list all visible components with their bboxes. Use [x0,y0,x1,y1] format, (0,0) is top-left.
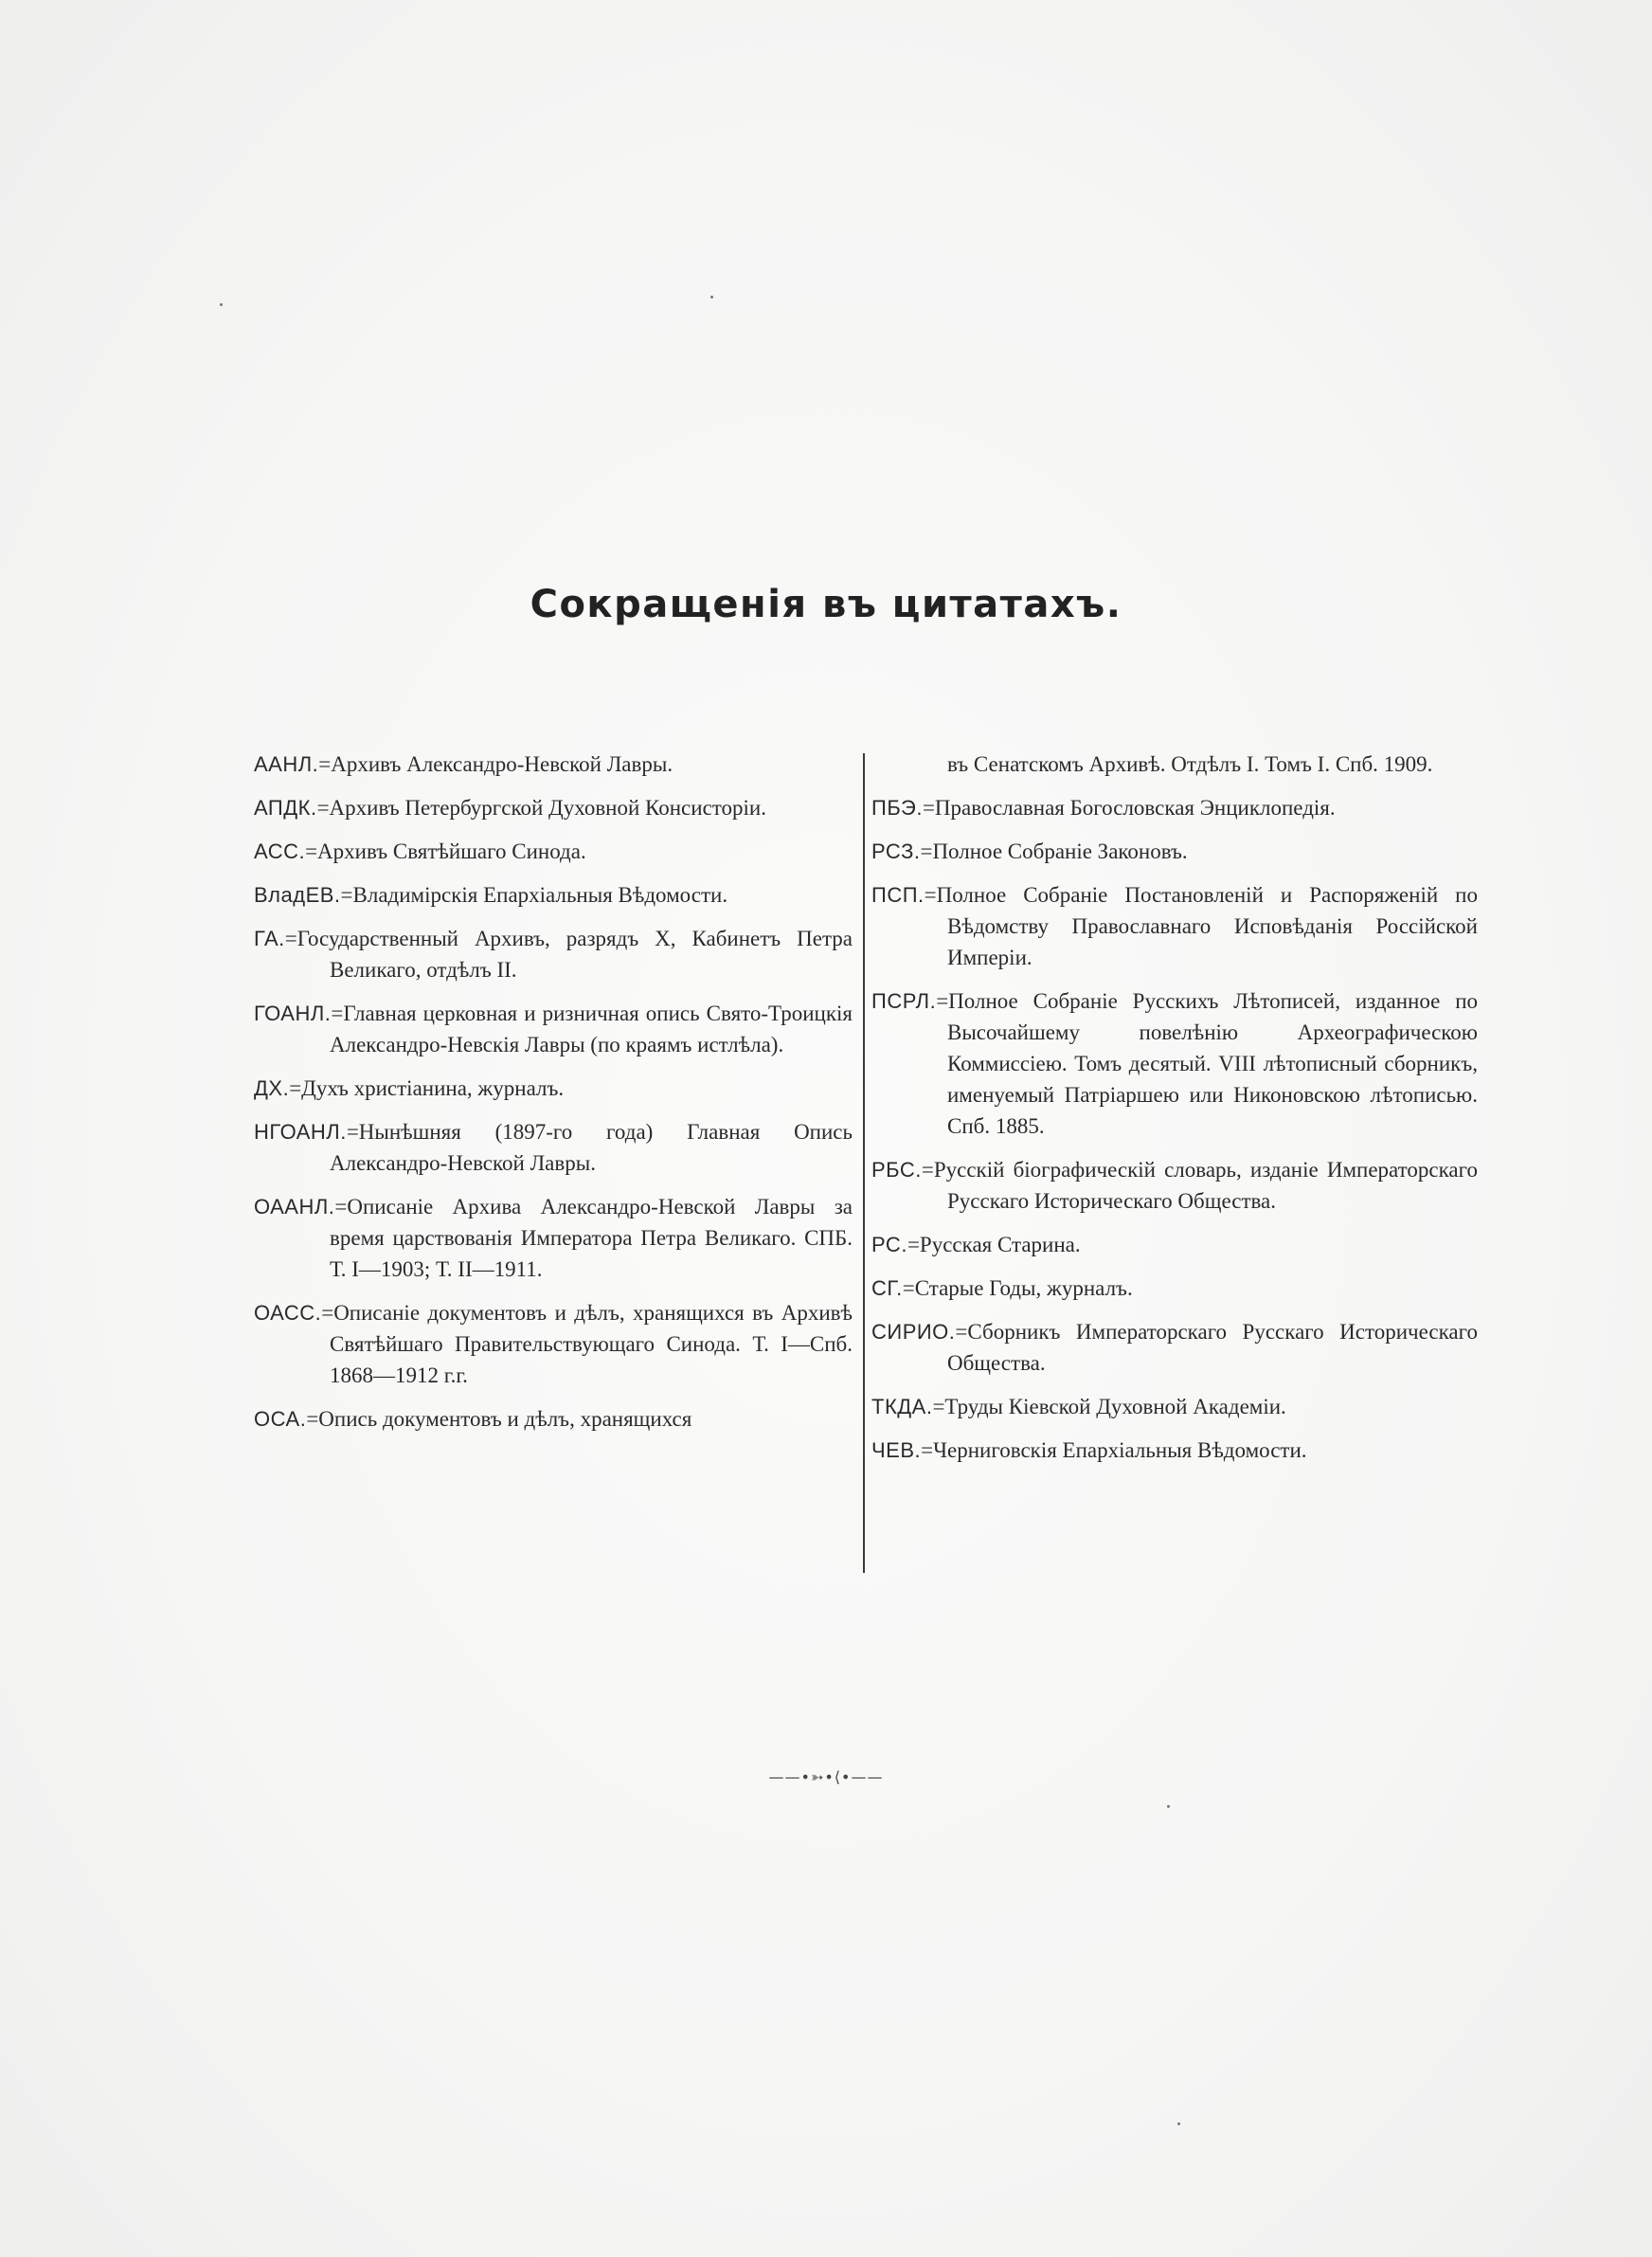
left-column [254,749,853,1447]
definition: =Духъ христіанина, журналъ. [289,1076,565,1100]
definition: =Полное Собраніе Постановленій и Распоряженій по Вѣдомству Православнаго Исповѣданія Россійской Имперіи. [924,883,1478,969]
abbreviation: ГА. [254,927,285,950]
list-item [871,1273,1478,1304]
definition: =Полное Собраніе Русскихъ Лѣтописей, изданное по Высочайшему повелѣнію Археографическою Коммиссіею. Томъ десятый. VIII лѣтописный сборникъ, именуемый Патріаршею или Никоновскою лѣтописью. Спб. 1885. [936,989,1478,1138]
abbreviation: ПБЭ. [871,796,923,820]
list-item [871,792,1478,823]
list-item [254,879,853,911]
list-item [871,985,1478,1142]
definition: =Труды Кіевской Духовной Академіи. [932,1395,1286,1418]
abbreviation: СИРИО. [871,1320,956,1344]
paper-speck [1167,1805,1170,1808]
definition: =Нынѣшняя (1897-го года) Главная Опись Александро-Невской Лавры. [330,1120,853,1175]
abbreviation: АСС. [254,840,306,863]
abbreviation: ПСРЛ. [871,989,937,1013]
list-item [254,1116,853,1179]
abbreviation: ААНЛ. [254,752,319,776]
definition: =Государственный Архивъ, разрядъ X, Кабинетъ Петра Великаго, отдѣлъ II. [284,927,853,982]
definition: =Описаніе документовъ и дѣлъ, хранящихся въ Архивѣ Святѣйшаго Правительствующаго Синода. Т. I—Спб. 1868—1912 г.г. [321,1301,853,1387]
paper-speck [710,296,713,298]
abbreviation: ТКДА. [871,1395,933,1418]
list-item-continuation: въ Сенатскомъ Архивѣ. Отдѣлъ I. Томъ I. Спб. 1909. [947,752,1433,776]
abbreviation: РБС. [871,1158,922,1182]
definition: =Сборникъ Императорскаго Русскаго Историческаго Общества. [947,1320,1478,1375]
abbreviation: ДХ. [254,1076,290,1100]
page-title: Сокращенія въ цитатахъ. [530,583,1122,626]
list-item [254,1403,853,1435]
list-item [254,792,853,823]
ornament-divider: ——•➳•⟨•—— [768,1768,884,1786]
abbreviation: НГОАНЛ. [254,1120,347,1144]
definition: =Описаніе Архива Александро-Невской Лавры за время царствованія Императора Петра Великаго. СПБ. Т. I—1903; Т. II—1911. [330,1195,853,1281]
definition: =Владимірскія Епархіальныя Вѣдомости. [340,883,728,907]
paper-speck [1177,2122,1180,2125]
definition: =Русская Старина. [907,1233,1081,1256]
list-item [871,1316,1478,1379]
definition: =Архивъ Святѣйшаго Синода. [305,840,586,863]
abbreviation: ЧЕВ. [871,1438,922,1462]
list-item [254,1191,853,1285]
definition: =Русскій біографическій словарь, изданіе Императорскаго Русскаго Историческаго Общества. [921,1158,1478,1213]
abbreviation: ОСА. [254,1407,307,1431]
definition: =Архивъ Александро-Невской Лавры. [318,752,673,776]
paper-speck [220,303,223,306]
abbreviation: ВладЕВ. [254,883,341,907]
abbreviation: ГОАНЛ. [254,1002,332,1025]
list-item [871,1229,1478,1260]
list-item [871,1391,1478,1422]
right-column [871,749,1478,1478]
list-item [871,836,1478,867]
list-item [254,998,853,1060]
definition: =Православная Богословская Энциклопедія. [922,796,1336,820]
list-item [871,879,1478,973]
definition: =Главная церковная и ризничная опись Свято-Троицкія Александро-Невскія Лавры (по краямъ истлѣла). [330,1002,853,1056]
abbreviation: РСЗ. [871,840,921,863]
list-item [871,1435,1478,1466]
abbreviation: ОАСС. [254,1301,322,1325]
definition: =Старые Годы, журналъ. [902,1276,1133,1300]
abbreviation: ОААНЛ. [254,1195,335,1219]
list-item [254,749,853,780]
column-divider [863,753,865,1573]
definition: =Черниговскія Епархіальныя Вѣдомости. [921,1438,1307,1462]
list-item [254,1297,853,1391]
abbreviation: СГ. [871,1276,903,1300]
abbreviation: РС. [871,1233,907,1256]
abbreviation: АПДК. [254,796,317,820]
definition: =Опись документовъ и дѣлъ, хранящихся [306,1407,692,1431]
list-item [254,923,853,985]
list-item [254,1073,853,1104]
list-item [871,1154,1478,1217]
definition: =Полное Собраніе Законовъ. [920,840,1188,863]
definition: =Архивъ Петербургской Духовной Консисторіи. [316,796,766,820]
list-item [254,836,853,867]
abbreviation: ПСП. [871,883,925,907]
